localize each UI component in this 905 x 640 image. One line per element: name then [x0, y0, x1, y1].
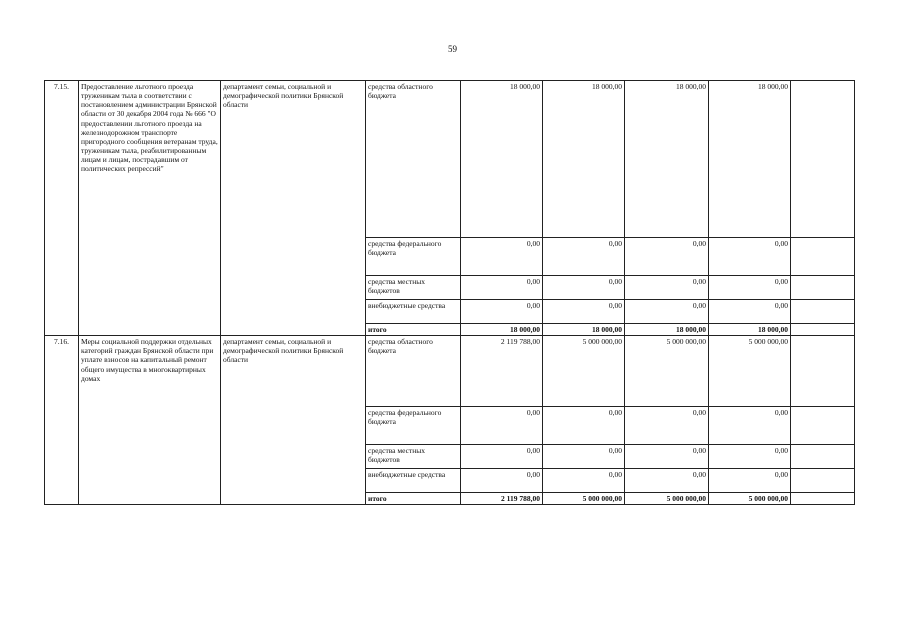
amount-cell: 0,00: [543, 445, 625, 469]
empty-cell: [791, 336, 855, 407]
amount-cell: 0,00: [625, 469, 709, 493]
item-description: Предоставление льготного проезда труженикам тыла в соответствии с постановлением администрации Брянской области от 30 декабря 2004 года № 666 "О предоставлении льготного проезда на железнодорожном транспорте пригородного сообщения ветеранам труда, труженикам тыла, реабилитированным лицам и лицам, пострадавшим от политических репрессий": [79, 81, 221, 336]
item-number: 7.16.: [45, 336, 79, 505]
amount-cell: 0,00: [543, 238, 625, 276]
empty-cell: [791, 81, 855, 238]
amount-cell: 0,00: [543, 276, 625, 300]
funding-source: средства федерального бюджета: [366, 238, 461, 276]
amount-cell: 2 119 788,00: [461, 336, 543, 407]
amount-cell: 0,00: [709, 276, 791, 300]
funding-table: [44, 80, 855, 505]
amount-cell: 0,00: [625, 300, 709, 324]
amount-cell: 0,00: [461, 469, 543, 493]
funding-row: [45, 336, 855, 407]
amount-cell: 18 000,00: [461, 324, 543, 336]
funding-source: итого: [366, 493, 461, 505]
amount-cell: 18 000,00: [543, 324, 625, 336]
funding-source: внебюджетные средства: [366, 300, 461, 324]
empty-cell: [791, 493, 855, 505]
amount-cell: 5 000 000,00: [709, 336, 791, 407]
amount-cell: 5 000 000,00: [709, 493, 791, 505]
amount-cell: 0,00: [543, 469, 625, 493]
funding-source: внебюджетные средства: [366, 469, 461, 493]
amount-cell: 18 000,00: [461, 81, 543, 238]
empty-cell: [791, 238, 855, 276]
page-number: 59: [448, 44, 457, 54]
amount-cell: 5 000 000,00: [625, 493, 709, 505]
amount-cell: 0,00: [709, 238, 791, 276]
funding-source: средства федерального бюджета: [366, 407, 461, 445]
item-description: Меры социальной поддержки отдельных категорий граждан Брянской области при уплате взносов на капитальный ремонт общего имущества в многоквартирных домах: [79, 336, 221, 505]
funding-source: средства областного бюджета: [366, 81, 461, 238]
empty-cell: [791, 407, 855, 445]
amount-cell: 18 000,00: [709, 324, 791, 336]
empty-cell: [791, 300, 855, 324]
amount-cell: 0,00: [625, 407, 709, 445]
amount-cell: 0,00: [461, 300, 543, 324]
funding-source: средства местных бюджетов: [366, 276, 461, 300]
amount-cell: 5 000 000,00: [543, 493, 625, 505]
amount-cell: 0,00: [709, 300, 791, 324]
amount-cell: 0,00: [461, 276, 543, 300]
amount-cell: 18 000,00: [625, 324, 709, 336]
funding-source: средства местных бюджетов: [366, 445, 461, 469]
amount-cell: 0,00: [709, 445, 791, 469]
amount-cell: 0,00: [543, 407, 625, 445]
amount-cell: 18 000,00: [543, 81, 625, 238]
empty-cell: [791, 469, 855, 493]
empty-cell: [791, 445, 855, 469]
amount-cell: 0,00: [625, 445, 709, 469]
funding-source: итого: [366, 324, 461, 336]
amount-cell: 18 000,00: [709, 81, 791, 238]
empty-cell: [791, 276, 855, 300]
funding-source: средства областного бюджета: [366, 336, 461, 407]
amount-cell: 0,00: [625, 238, 709, 276]
item-number: 7.15.: [45, 81, 79, 336]
amount-cell: 0,00: [461, 407, 543, 445]
amount-cell: 18 000,00: [625, 81, 709, 238]
amount-cell: 2 119 788,00: [461, 493, 543, 505]
empty-cell: [791, 324, 855, 336]
item-executor: департамент семьи, социальной и демографической политики Брянской области: [221, 336, 366, 505]
amount-cell: 0,00: [625, 276, 709, 300]
amount-cell: 5 000 000,00: [543, 336, 625, 407]
amount-cell: 0,00: [543, 300, 625, 324]
item-executor: департамент семьи, социальной и демографической политики Брянской области: [221, 81, 366, 336]
amount-cell: 0,00: [461, 445, 543, 469]
amount-cell: 0,00: [709, 469, 791, 493]
amount-cell: 5 000 000,00: [625, 336, 709, 407]
amount-cell: 0,00: [709, 407, 791, 445]
amount-cell: 0,00: [461, 238, 543, 276]
funding-row: [45, 81, 855, 238]
